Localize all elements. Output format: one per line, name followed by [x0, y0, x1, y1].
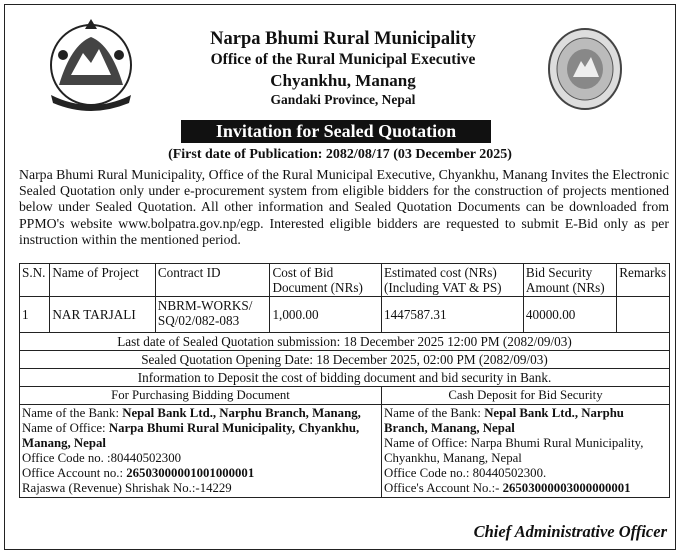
header-sn: S.N.	[20, 264, 50, 297]
signatory-title: Chief Administrative Officer	[473, 522, 667, 541]
cell-estimated-cost: 1447587.31	[381, 297, 523, 333]
quotation-table	[19, 263, 670, 498]
deposit-info-row	[20, 369, 670, 387]
nepal-emblem-icon	[41, 15, 141, 115]
office-name: Office of the Rural Municipal Executive	[210, 51, 476, 68]
cash-deposit-title: Cash Deposit for Bid Security	[381, 387, 669, 405]
purchasing-office-code: Office Code no. :80440502300	[22, 451, 181, 465]
purchasing-details	[20, 405, 382, 498]
notice-banner: Invitation for Sealed Quotation	[181, 120, 491, 143]
table-row	[20, 297, 670, 333]
purchasing-account: Office Account no.: 26503000001001000001	[22, 466, 255, 480]
province: Gandaki Province, Nepal	[270, 92, 416, 107]
header-contract-id: Contract ID	[155, 264, 270, 297]
purchasing-title: For Purchasing Bidding Document	[20, 387, 382, 405]
deposit-account: Office's Account No.:- 26503000003000000001	[383, 481, 631, 495]
deposit-bank: Name of the Bank: Nepal Bank Ltd., Narphu Branch, Manang, Nepal	[383, 406, 624, 435]
deposit-title-row	[20, 387, 670, 405]
cell-bid-doc-cost: 1,000.00	[270, 297, 382, 333]
header-remarks: Remarks	[617, 264, 670, 297]
header-project: Name of Project	[50, 264, 155, 297]
purchasing-bank: Name of the Bank: Nepal Bank Ltd., Narphu Branch, Manang,	[22, 406, 361, 420]
location: Chyankhu, Manang	[270, 71, 416, 90]
deposit-details-row	[20, 405, 670, 498]
opening-date-row	[20, 351, 670, 369]
cash-deposit-details	[381, 405, 669, 498]
header-estimated-cost: Estimated cost (NRs) (Including VAT & PS)	[381, 264, 523, 297]
last-date: Last date of Sealed Quotation submission: 18 December 2025 12:00 PM (2082/09/03)	[20, 333, 670, 351]
opening-date: Sealed Quotation Opening Date: 18 December 2025, 02:00 PM (2082/09/03)	[20, 351, 670, 369]
notice-page	[4, 4, 676, 550]
header-titles	[155, 29, 531, 108]
deposit-office-code: Office Code no.: 80440502300.	[383, 466, 547, 480]
municipality-name: Narpa Bhumi Rural Municipality	[210, 29, 476, 49]
purchasing-rajaswa: Rajaswa (Revenue) Shrishak No.:-14229	[22, 481, 232, 495]
cell-bid-security: 40000.00	[523, 297, 616, 333]
purchasing-office: Name of Office: Narpa Bhumi Rural Municipality, Chyankhu, Manang, Nepal	[22, 421, 360, 450]
cell-remarks	[617, 297, 670, 333]
cell-sn: 1	[20, 297, 50, 333]
header	[5, 5, 675, 117]
publication-date: (First date of Publication: 2082/08/17 (03 December 2025)	[168, 147, 512, 162]
cell-project: NAR TARJALI	[50, 297, 155, 333]
official-seal-icon	[547, 27, 623, 111]
header-bid-doc-cost: Cost of Bid Document (NRs)	[270, 264, 382, 297]
header-bid-security: Bid Security Amount (NRs)	[523, 264, 616, 297]
cell-contract-id: NBRM-WORKS/ SQ/02/082-083	[155, 297, 270, 333]
deposit-info: Information to Deposit the cost of bidding document and bid security in Bank.	[20, 369, 670, 387]
table-header-row	[20, 264, 670, 297]
deposit-office: Name of Office: Narpa Bhumi Rural Municipality, Chyankhu, Manang, Nepal	[383, 436, 644, 465]
last-date-row	[20, 333, 670, 351]
intro-paragraph: Narpa Bhumi Rural Municipality, Office of the Rural Municipal Executive, Chyankhu, Manang Invites the Electronic Sealed Quotation only under e-procurement system from eligible bidders for the construction of projects mentioned below under Sealed Quotation. All other information and Sealed Quotation Documents can be downloaded from PPMO's website www.bolpatra.gov.np/egp. Interested eligible bidders are requested to submit E-Bid only as per instruction within the mentioned period.	[19, 167, 669, 247]
